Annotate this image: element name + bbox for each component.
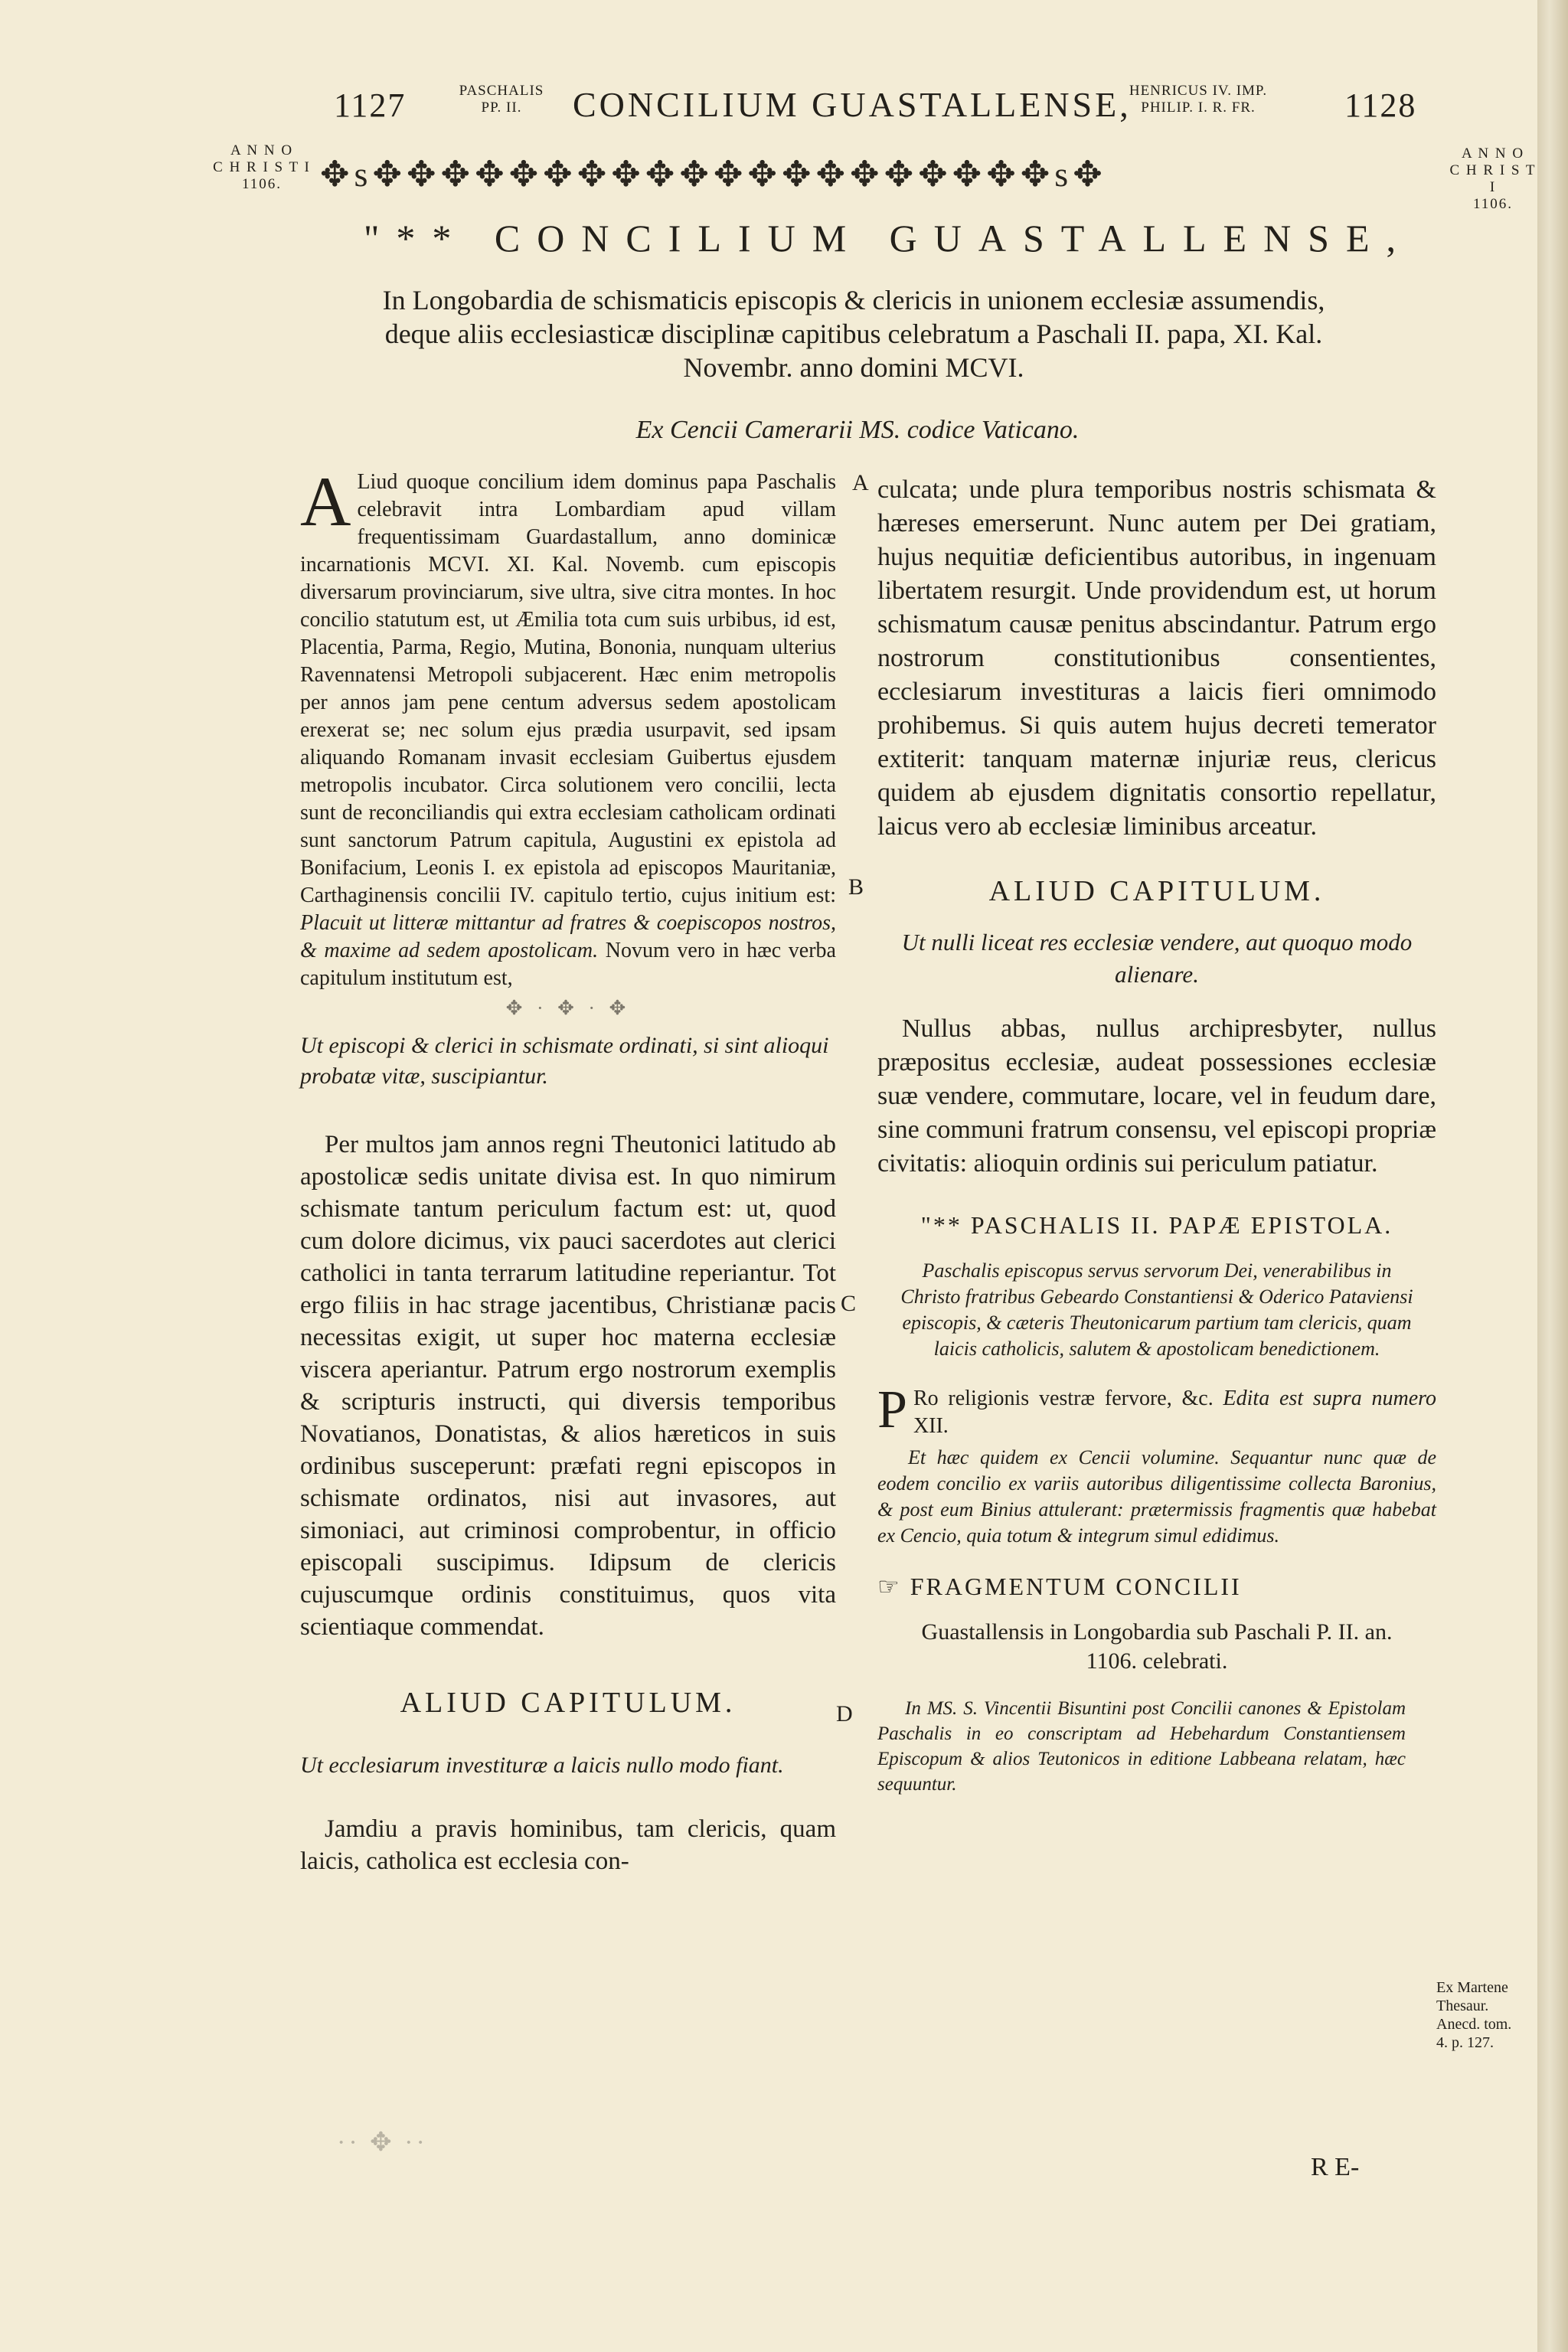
margin-year-line: A N N O (230, 142, 294, 158)
divider-ornament: ✥ · ✥ · ✥ (505, 997, 631, 1019)
catchword: R E- (1311, 2153, 1360, 2181)
chapter3-title: Ut nulli liceat res ecclesiæ vendere, aut quoquo modo alienare. (901, 929, 1413, 988)
side-reference-line: Anecd. tom. (1436, 2016, 1512, 2033)
margin-year-line: C H R I S T I (1449, 162, 1537, 195)
chapter2-text-start: Jamdiu a pravis hominibus, tam clericis, quam laicis, catholica est ecclesia con- (300, 1815, 836, 1875)
subtitle: In Longobardia de schismaticis episcopis & clericis in unionem ecclesiæ assumendis, deque aliis ecclesiasticæ disciplinæ capitibus celebratum a Paschali II. papa, XI. Kal. Novembr. anno domini MCVI. (382, 285, 1325, 383)
aliud-capitulum-heading: ALIUD CAPITULUM. (400, 1687, 737, 1719)
intro-paragraph (300, 462, 836, 992)
epistola-address: Paschalis episcopus servus servorum Dei, venerabilibus in Christo fratribus Gebeardo Constantiensi & Oderico Pataviensi episcopis, & cæteris Theutonicarum partium tam clericis, quam laicis catholicis, salutem & apostolicam benedictionem. (900, 1259, 1413, 1360)
margin-year-left (208, 142, 315, 193)
fragment-title: ☞ FRAGMENTUM CONCILII (877, 1573, 1242, 1600)
epistola-text: Ro religionis vestræ fervore, &c. (913, 1387, 1214, 1410)
section-marker-a: A (852, 470, 869, 495)
chapter3-text: Nullus abbas, nullus archipresbyter, nullus præpositus ecclesiæ, audeat possessiones ecclesiæ suæ vendere, commutare, locare, vel in feudum dare, sine communi fratrum consensu, vel episcopi propriæ civitatis: alioquin ordinis sui periculum patiatur. (877, 1014, 1436, 1178)
aliud-capitulum-heading-2: ALIUD CAPITULUM. (988, 875, 1325, 907)
side-reference-line: Ex Martene (1436, 1979, 1508, 1996)
header-left-meta (444, 83, 559, 116)
chapter2-text-cont: culcata; unde plura temporibus nostris schismata & hæreses emerserunt. Nunc autem per Dei gratiam, hujus nequitiæ deficientibus autoribus, in ingenuam libertatem resurgit. Unde providendum est, ut horum schismatum causæ penitus abscindantur. Patrum ergo nostrorum constitutionibus consentientes, ecclesiarum investituras a laicis fieri omnimodo prohibemus. Si quis autem hujus decreti temerator extiterit: tanquam maternæ injuriæ reus, clericus quidem ab ejusdem dignitatis consortio repellatur, laicus vero ab ecclesiæ liminibus arceatur. (877, 475, 1436, 841)
side-reference-note (1436, 1978, 1528, 2052)
header-right-meta-line: HENRICUS IV. IMP. (1129, 83, 1268, 99)
running-title: CONCILIUM GUASTALLENSE, (573, 85, 1132, 124)
left-column (300, 462, 836, 1877)
margin-year-line: A N N O (1461, 145, 1525, 162)
drop-cap: A (300, 462, 351, 541)
intro-end: Novum vero in hæc verba capitulum institutum est, (300, 939, 836, 990)
header-right-meta (1087, 83, 1309, 116)
ornament-band: ✥s✥✥✥✥✥✥✥✥✥✥✥✥✥✥✥✥✥✥✥✥s✥ (320, 155, 1107, 194)
section-marker-b: B (848, 874, 864, 900)
book-binding-edge (1537, 0, 1568, 2352)
side-reference-line: Thesaur. (1436, 1998, 1489, 2014)
main-title: "** CONCILIUM GUASTALLENSE, (363, 217, 1413, 260)
side-reference-line: 4. p. 127. (1436, 2034, 1494, 2051)
margin-year-line: 1106. (241, 176, 283, 192)
epistola-paragraph (877, 1380, 1436, 1440)
epistola-number: XII. (913, 1414, 949, 1438)
source-line: Ex Cencii Camerarii MS. codice Vaticano. (635, 416, 1080, 444)
fragment-note: In MS. S. Vincentii Bisuntini post Concilii canones & Epistolam Paschalis in eo conscriptam ad Hebehardum Constantiensem Episcopum & alios Teutonicos in editione Labbeana relatam, hæc sequuntur. (877, 1698, 1406, 1795)
epistola-ref: Edita est supra numero (1223, 1387, 1436, 1410)
epistola-title: "** PASCHALIS II. PAPÆ EPISTOLA. (920, 1211, 1393, 1239)
page-number-right: 1128 (1344, 87, 1417, 124)
page-number-left: 1127 (334, 87, 407, 124)
right-column (877, 473, 1436, 1797)
margin-year-line: C H R I S T I (213, 159, 311, 175)
header-left-meta-line: PP. II. (481, 100, 522, 116)
margin-year-line: 1106. (1472, 196, 1514, 212)
fragment-subtitle: Guastallensis in Longobardia sub Paschali P. II. an. 1106. celebrati. (921, 1619, 1393, 1674)
margin-year-right (1447, 145, 1539, 213)
chapter1-title: Ut episcopi & clerici in schismate ordinati, si sint alioqui probatæ vitæ, suscipiantur. (300, 1033, 829, 1089)
chapter2-title: Ut ecclesiarum investituræ a laicis nullo modo fiant. (300, 1753, 784, 1778)
bleed-through-mark: ·· ✥ ·· (337, 2128, 428, 2157)
chapter1-text: Per multos jam annos regni Theutonici latitudo ab apostolicæ sedis unitate divisa est. In quo nimirum schismate tantum periculum factum est: ut, quod cum dolore dicimus, vix pauci sacerdotes aut clerici catholici in tanta terrarum latitudine reperiantur. Tot ergo filiis in hac strage jacentibus, Christianæ pacis necessitas exigit, ut super hoc materna ecclesiæ viscera aperiantur. Patrum ergo nostrorum exemplis & scripturis instructi, qui diversis temporibus Novatianos, Donatistas, & alios hæreticos in suis ordinibus susceperunt: præfati regni episcopos in schismate ordinatos, nisi aut invasores, aut simoniaci, aut criminosi comprobentur, in officio episcopali suscipimus. Idipsum de clericis cujuscumque ordinis constituimus, quos vita scientiaque commendat. (300, 1131, 836, 1641)
editor-note: Et hæc quidem ex Cencii volumine. Sequantur nunc quæ de eodem concilio ex variis autoribus diligentissime collecta Baronius, & post eum Binius attulerant: prætermissis fragmentis quæ habebat ex Cencio, quia totum & integrum simul edidimus. (877, 1446, 1436, 1547)
intro-text: Liud quoque concilium idem dominus papa Paschalis celebravit intra Lombardiam apud villam frequentissimam Guardastallum, anno dominicæ incarnationis MCVI. XI. Kal. Novemb. cum episcopis diversarum provinciarum, sive ultra, sive citra montes. In hoc concilio statutum est, ut Æmilia tota cum suis urbibus, id est, Placentia, Parma, Regio, Mutina, Bononia, nunquam ulterius Ravennatensi Metropoli subjacerent. Hæc enim metropolis per annos jam pene centum adversus sedem apostolicam erexerat se; nec solum ejus prædia usurpavit, sed ipsam aliquando Romanam invasit ecclesiam Guibertus ejusdem metropolis incubator. Circa solutionem vero concilii, lecta sunt de reconciliandis qui extra ecclesiam catholicam ordinati sunt sanctorum Patrum capitula, Augustini ex epistola ad Bonifacium, Leonis I. ex epistola ad episcopos Mauritaniæ, Carthaginensis concilii IV. capitulo tertio, cujus initium est: (300, 470, 836, 907)
header-right-meta-line: PHILIP. I. R. FR. (1141, 100, 1256, 116)
header-left-meta-line: PASCHALIS (459, 83, 544, 99)
epistola-drop-cap: P (877, 1380, 907, 1439)
intro-quote: Placuit ut litteræ mittantur ad fratres & coepiscopos nostros, & maxime ad sedem apostolicam. (300, 911, 836, 962)
section-marker-d: D (836, 1701, 853, 1726)
section-marker-c: C (841, 1291, 857, 1316)
